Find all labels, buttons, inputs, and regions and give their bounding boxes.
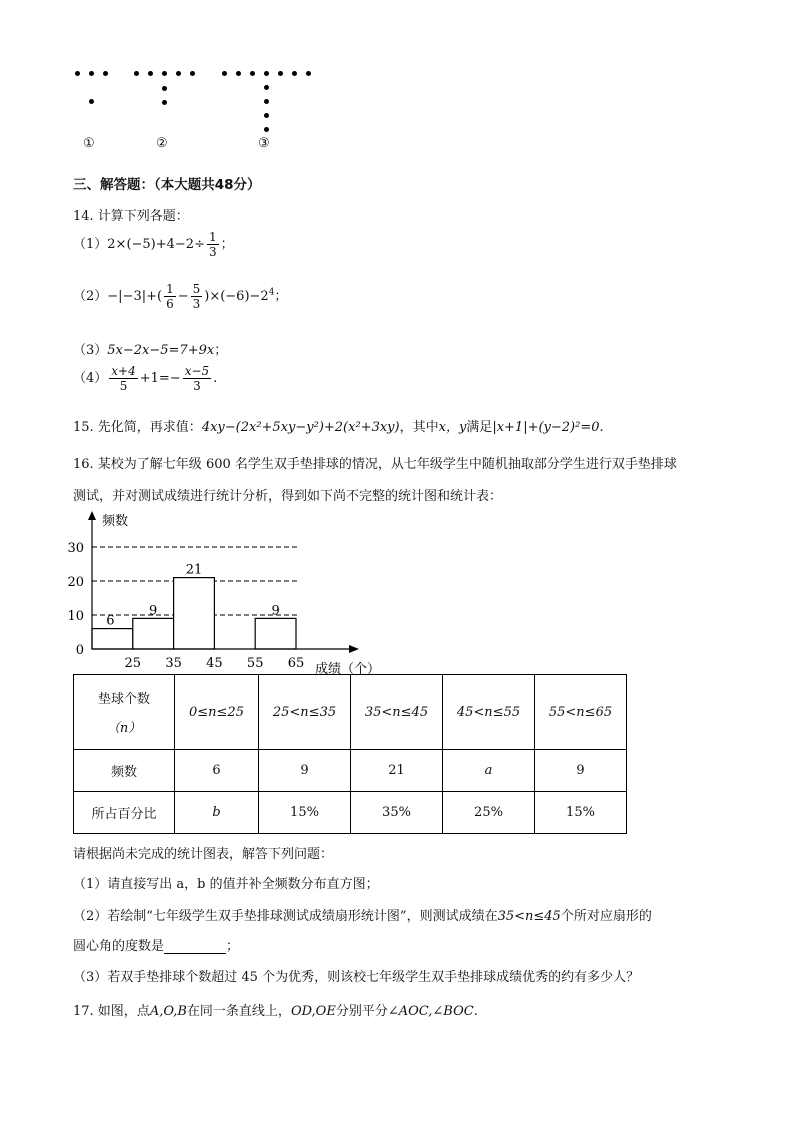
q14-p2-end: ；	[274, 289, 288, 304]
q15-end: .	[599, 420, 604, 435]
q17-line	[73, 1000, 478, 1019]
q16-sub2-text-b: 个所对应扇形的	[560, 909, 652, 924]
y-tick-label: 20	[67, 575, 84, 590]
figure-label-3: ③	[258, 136, 270, 151]
q14-p2-frac2	[191, 282, 203, 311]
table-header-label-line2: （n）	[106, 721, 142, 736]
q14-p2-expr-b: )×(−6)−2	[204, 289, 269, 304]
q15-text-b: ，其中	[399, 420, 439, 435]
table-header-cell: 0≤n≤25	[175, 675, 259, 750]
x-tick-label: 45	[206, 656, 223, 671]
bar-label: 9	[271, 603, 280, 619]
q17-text-c: 分别平分	[335, 1004, 388, 1019]
histogram-bar	[92, 629, 133, 649]
q14-stem: 14. 计算下列各题：	[73, 209, 189, 224]
q14-p2-minus: −	[177, 289, 189, 304]
q14-part2	[73, 282, 287, 311]
q14-p1-frac-num: 1	[208, 230, 217, 244]
figure-label-2: ②	[156, 136, 168, 151]
histogram-bar	[133, 618, 174, 649]
q14-p1-frac	[207, 230, 219, 259]
q15-text-c: 满足	[466, 420, 493, 435]
q14-p4-mid: +1=−	[139, 371, 181, 386]
table-row-frequency	[74, 750, 627, 792]
stats-table	[73, 674, 627, 834]
q14-p2-sup: 4	[268, 287, 275, 298]
q14-p2-frac1-num: 1	[166, 282, 174, 296]
histogram-bar	[174, 578, 215, 649]
q14-p2-expr-a: −|−3|+(	[107, 289, 163, 304]
q16-line2: 测试，并对测试成绩进行统计分析，得到如下尚不完整的统计图和统计表：	[73, 489, 503, 504]
q14-p3-expr: 5x−2x−5=7+9x	[107, 343, 215, 358]
q14-p2-label: （2）	[73, 289, 108, 304]
q14-p4-end: .	[213, 371, 218, 386]
table-cell: 9	[259, 750, 351, 792]
q14-p2-frac2-den: 3	[192, 297, 201, 311]
q16-sub1: （1）请直接写出 a，b 的值并补全频数分布直方图；	[73, 877, 379, 892]
q14-p3-end: ；	[214, 343, 228, 358]
y-tick-label: 10	[67, 609, 84, 624]
histogram-chart	[60, 508, 400, 677]
q14-part1	[73, 230, 234, 259]
q15-vars: x，y	[438, 420, 467, 435]
q14-p4-frac1-den: 5	[119, 379, 128, 393]
bar-label: 21	[185, 562, 203, 578]
q14-p1-label: （1）	[73, 237, 108, 252]
table-cell: 6	[175, 750, 259, 792]
q14-p4-frac2-num: x−5	[184, 364, 210, 378]
q15-line	[73, 416, 604, 435]
q16-sub2-text-a: （2）若绘制“七年级学生双手垫排球测试成绩扇形统计图”，则测试成绩在	[73, 909, 498, 924]
q16-sub3: （3）若双手垫排球个数超过 45 个为优秀，则该校七年级学生双手垫排球成绩优秀的约有多少人？	[73, 970, 640, 985]
x-tick-label: 35	[165, 656, 182, 671]
q17-text-a: 17. 如图，点	[73, 1004, 150, 1019]
section-title: 三、解答题：（本大题共48分）	[73, 177, 261, 193]
q16-after-table: 请根据尚未完成的统计图表，解答下列问题：	[73, 847, 334, 862]
q17-angles: ∠AOC,∠BOC	[387, 1004, 474, 1019]
table-row-percentage	[74, 792, 627, 834]
x-tick-label: 55	[246, 656, 264, 671]
x-axis-arrow	[349, 645, 359, 653]
q15-cond: |x+1|+(y−2)²=0	[492, 420, 600, 435]
q14-p4-frac1-num: x+4	[111, 364, 136, 378]
table-cell: 9	[535, 750, 627, 792]
table-cell: a	[443, 750, 535, 792]
answer-blank[interactable]	[164, 940, 226, 954]
table-cell: 25%	[443, 792, 535, 834]
q15-expr: 4xy−(2x²+5xy−y²)+2(x²+3xy)	[201, 420, 400, 435]
q17-end: .	[473, 1004, 478, 1019]
q14-p2-frac1-den: 6	[166, 297, 174, 311]
q14-p2-frac2-num: 5	[192, 282, 201, 296]
q14-p2-frac1	[164, 282, 176, 311]
y-tick-label: 30	[67, 541, 84, 556]
x-tick-label: 65	[287, 656, 305, 671]
q14-p1-frac-den: 3	[208, 245, 217, 259]
table-cell: b	[175, 792, 259, 834]
table-row-label: 频数	[74, 750, 175, 792]
q16-line1: 16. 某校为了解七年级 600 名学生双手垫排球的情况，从七年级学生中随机抽取部分学生进行双手垫排球	[73, 457, 677, 472]
table-header-label	[74, 675, 175, 750]
q17-rays: OD,OE	[290, 1004, 336, 1019]
q17-points: A,O,B	[149, 1004, 187, 1019]
q16-sub2-line2	[73, 935, 239, 954]
q16-sub2-line1	[73, 905, 652, 924]
table-cell: 21	[351, 750, 443, 792]
q14-p4-frac2	[183, 364, 211, 393]
q14-p1-end: ；	[220, 237, 234, 252]
table-cell: 15%	[259, 792, 351, 834]
bar-label: 6	[106, 613, 115, 629]
y-tick-label: 0	[75, 643, 84, 658]
x-tick-label: 25	[124, 656, 142, 671]
q14-p4-frac2-den: 3	[193, 379, 201, 393]
y-axis-label: 频数	[102, 514, 129, 529]
table-header-cell: 25<n≤35	[259, 675, 351, 750]
y-axis-arrow	[88, 511, 96, 520]
table-row-label: 所占百分比	[74, 792, 175, 834]
q16-sub2-text-c: 圆心角的度数是	[73, 939, 165, 954]
q16-sub2-end: ；	[226, 939, 240, 954]
figure-label-1: ①	[83, 136, 95, 151]
q14-p4-label: （4）	[73, 371, 108, 386]
q16-sub2-cond: 35<n≤45	[497, 909, 561, 924]
table-header-cell: 55<n≤65	[535, 675, 627, 750]
table-cell: 15%	[535, 792, 627, 834]
q14-p3-label: （3）	[73, 343, 108, 358]
q14-part4	[73, 364, 217, 393]
bar-label: 9	[149, 603, 158, 619]
q14-part3	[73, 339, 227, 358]
histogram-bar	[255, 618, 296, 649]
q14-p4-frac1	[109, 364, 137, 393]
table-header-cell: 35<n≤45	[351, 675, 443, 750]
q14-p1-expr: 2×(−5)+4−2÷	[107, 237, 205, 252]
table-cell: 35%	[351, 792, 443, 834]
table-header-cell: 45<n≤55	[443, 675, 535, 750]
table-header-label-line1: 垫球个数	[97, 692, 150, 707]
table-header-row	[74, 675, 627, 750]
x-axis-label: 成绩（个）	[315, 662, 381, 677]
q15-text-a: 15. 先化简，再求值：	[73, 420, 202, 435]
q17-text-b: 在同一条直线上，	[186, 1004, 291, 1019]
